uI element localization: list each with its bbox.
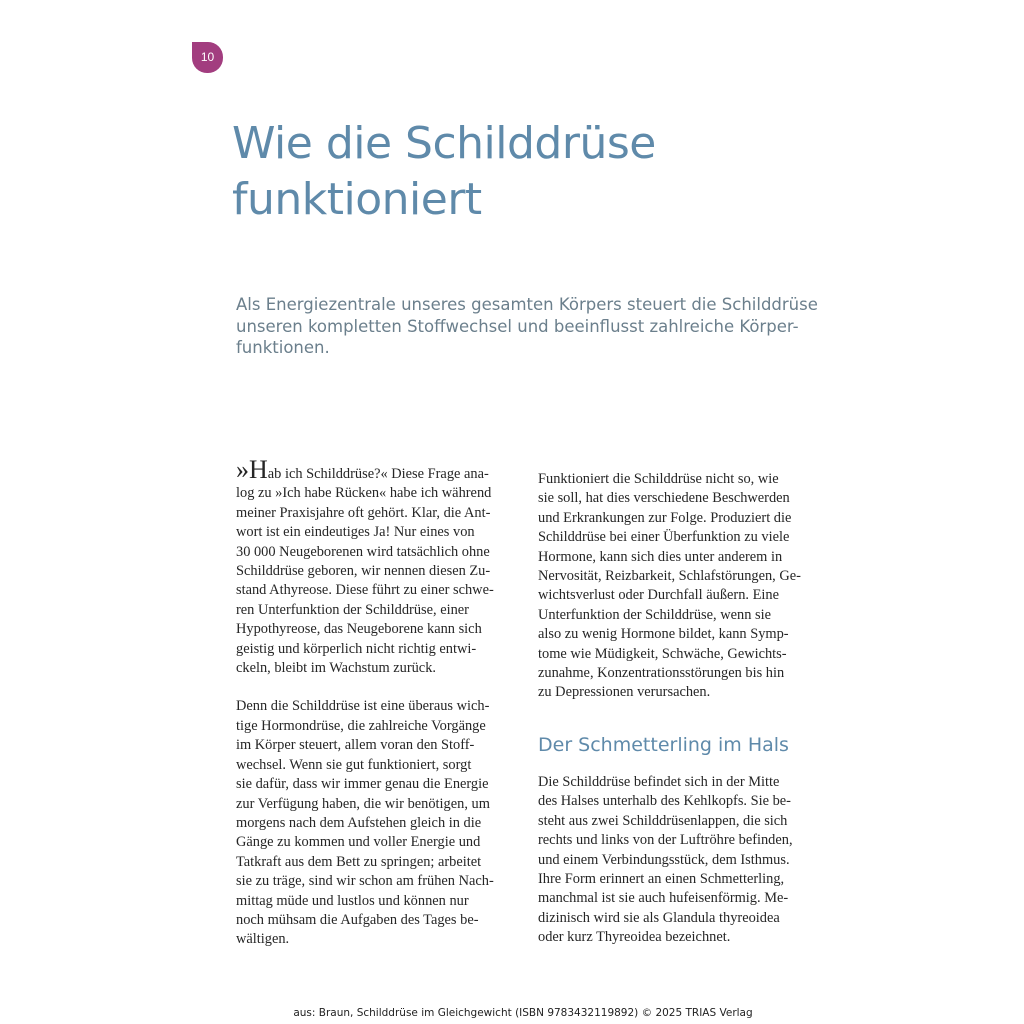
text-line: zu Depressionen verursachen. xyxy=(538,684,711,701)
text-line: Nervosität, Reizbarkeit, Schlafstörungen, Ge- xyxy=(538,568,801,585)
text-line: Ihre Form erinnert an einen Schmetterling, xyxy=(538,870,785,887)
text-line: steht aus zwei Schilddrüsenlappen, die sich xyxy=(538,812,788,829)
text-line: zur Verfügung haben, die wir benötigen, um xyxy=(236,795,490,812)
text-line: tome wie Müdigkeit, Schwäche, Gewichts- xyxy=(538,645,787,662)
text-line: dizinisch wird sie als Glandula thyreoidea xyxy=(538,909,780,926)
text-line-rest: ab ich Schilddrüse?« Diese Frage ana- xyxy=(267,466,489,482)
lead-line: funktionen. xyxy=(236,338,330,357)
text-line: Gänge zu kommen und voller Energie und xyxy=(236,834,481,851)
text-line: mittag müde und lustlos und können nur xyxy=(236,892,469,909)
text-line: 30 000 Neugeborenen wird tatsächlich ohne xyxy=(236,543,490,560)
left-column xyxy=(236,455,516,950)
text-line: ren Unterfunktion der Schilddrüse, einer xyxy=(236,601,469,618)
text-line: zunahme, Konzentrationsstörungen bis hin xyxy=(538,665,785,682)
body-paragraph xyxy=(236,697,516,949)
right-column xyxy=(538,470,818,948)
chapter-title-line: Wie die Schilddrüse xyxy=(232,118,656,169)
drop-cap: »H xyxy=(236,455,268,484)
text-line: Funktioniert die Schilddrüse nicht so, wie xyxy=(538,471,779,487)
text-line: log zu »Ich habe Rücken« habe ich während xyxy=(236,485,492,502)
text-line: meiner Praxisjahre oft gehört. Klar, die Ant- xyxy=(236,504,491,521)
text-line: im Körper steuert, allem voran den Stoff- xyxy=(236,737,475,754)
text-line: tige Hormondrüse, die zahlreiche Vorgänge xyxy=(236,717,486,734)
text-line: Hormone, kann sich dies unter anderem in xyxy=(538,548,783,565)
lead-line: unseren kompletten Stoffwechsel und beeinflusst zahlreiche Körper- xyxy=(236,316,799,336)
text-line: geistig und körperlich nicht richtig entwi- xyxy=(236,640,477,657)
text-line: und einem Verbindungsstück, dem Isthmus. xyxy=(538,851,790,868)
chapter-title xyxy=(232,116,852,228)
text-line: wechsel. Wenn sie gut funktioniert, sorgt xyxy=(236,756,472,773)
text-line xyxy=(236,455,516,484)
text-line: Tatkraft aus dem Bett zu springen; arbeitet xyxy=(236,853,482,870)
text-line: wichtsverlust oder Durchfall äußern. Eine xyxy=(538,587,779,604)
text-line: und Erkrankungen zur Folge. Produziert die xyxy=(538,509,792,526)
text-line: Denn die Schilddrüse ist eine überaus wich- xyxy=(236,698,490,715)
page-number-badge: 10 xyxy=(192,42,223,73)
text-line: des Halses unterhalb des Kehlkopfs. Sie be- xyxy=(538,793,791,810)
intro-paragraph xyxy=(236,455,516,678)
text-line: sie zu träge, sind wir schon am frühen Nach- xyxy=(236,873,494,890)
text-line: ckeln, bleibt im Wachstum zurück. xyxy=(236,660,436,677)
text-line: Die Schilddrüse befindet sich in der Mitte xyxy=(538,773,780,790)
body-paragraph xyxy=(538,773,818,948)
text-line: morgens nach dem Aufstehen gleich in die xyxy=(236,814,482,831)
text-line: Unterfunktion der Schilddrüse, wenn sie xyxy=(538,606,771,623)
text-line: rechts und links von der Luftröhre befinden, xyxy=(538,832,793,849)
text-line: noch mühsam die Aufgaben des Tages be- xyxy=(236,911,479,928)
text-line: wältigen. xyxy=(236,931,290,948)
text-line: oder kurz Thyreoidea bezeichnet. xyxy=(538,929,731,946)
body-paragraph xyxy=(538,470,818,703)
chapter-title-line: funktioniert xyxy=(232,174,482,225)
lead-paragraph xyxy=(236,294,816,359)
source-footer: aus: Braun, Schilddrüse im Gleichgewicht (ISBN 9783432119892) © 2025 TRIAS Verlag xyxy=(293,1007,753,1019)
text-line: sie soll, hat dies verschiedene Beschwerden xyxy=(538,490,790,507)
text-line: wort ist ein eindeutiges Ja! Nur eines von xyxy=(236,524,475,541)
text-line: also zu wenig Hormone bildet, kann Symp- xyxy=(538,626,789,643)
text-line: sie dafür, dass wir immer genau die Energie xyxy=(236,776,489,793)
text-line: Schilddrüse geboren, wir nennen diesen Zu- xyxy=(236,563,491,580)
text-line: manchmal ist sie auch hufeisenförmig. Me- xyxy=(538,890,789,907)
section-subheading: Der Schmetterling im Hals xyxy=(538,733,789,756)
lead-line: Als Energiezentrale unseres gesamten Körpers steuert die Schilddrüse xyxy=(236,295,818,314)
text-line: Hypothyreose, das Neugeborene kann sich xyxy=(236,621,482,638)
text-line: stand Athyreose. Diese führt zu einer schwe- xyxy=(236,582,494,599)
text-line: Schilddrüse bei einer Überfunktion zu viele xyxy=(538,529,790,546)
